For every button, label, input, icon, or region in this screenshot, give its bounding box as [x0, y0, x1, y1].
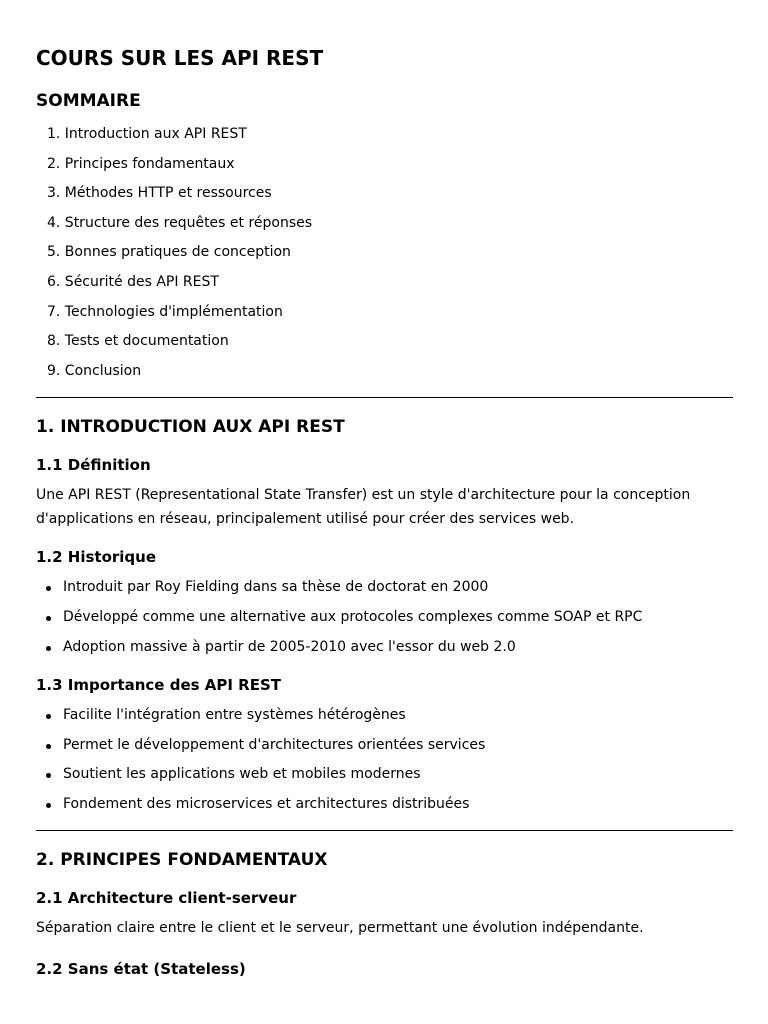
- list-item: Fondement des microservices et architectures distribuées: [36, 790, 733, 820]
- list-item: Facilite l'intégration entre systèmes hétérogènes: [36, 701, 733, 731]
- list-item: Adoption massive à partir de 2005-2010 avec l'essor du web 2.0: [36, 633, 733, 663]
- definition-text: Une API REST (Representational State Transfer) est un style d'architecture pour la conception d'applications en réseau, principalement utilisé pour créer des services web.: [36, 487, 691, 528]
- historique-list: [36, 573, 733, 662]
- sommaire-item: 1. Introduction aux API REST: [47, 126, 247, 142]
- client-serveur-text: Séparation claire entre le client et le serveur, permettant une évolution indépendante.: [36, 919, 644, 936]
- importance-list: [36, 701, 733, 819]
- list-item: Développé comme une alternative aux protocoles complexes comme SOAP et RPC: [36, 603, 733, 633]
- list-item: Permet le développement d'architectures orientées services: [36, 731, 733, 761]
- section-divider: [36, 397, 733, 398]
- sommaire-item: 5. Bonnes pratiques de conception: [47, 244, 291, 261]
- list-item: Soutient les applications web et mobiles modernes: [36, 760, 733, 790]
- historique-heading: 1.2 Historique: [36, 548, 157, 567]
- importance-heading: 1.3 Importance des API REST: [36, 676, 282, 695]
- sommaire-item: 9. Conclusion: [47, 362, 142, 379]
- sommaire-item: 3. Méthodes HTTP et ressources: [47, 185, 272, 202]
- sommaire-heading: SOMMAIRE: [36, 91, 141, 111]
- document-title: COURS SUR LES API REST: [36, 46, 324, 70]
- sommaire-item: 2. Principes fondamentaux: [47, 155, 235, 172]
- definition-heading: 1.1 Définition: [36, 456, 151, 475]
- sommaire-item: 8. Tests et documentation: [47, 333, 229, 350]
- document-page: [36, 44, 733, 980]
- section2-heading: 2. PRINCIPES FONDAMENTAUX: [36, 849, 328, 870]
- client-serveur-heading: 2.1 Architecture client-serveur: [36, 888, 297, 907]
- list-item: Introduit par Roy Fielding dans sa thèse de doctorat en 2000: [36, 573, 733, 603]
- sommaire-item: 4. Structure des requêtes et réponses: [47, 214, 313, 231]
- sommaire-list: [47, 120, 733, 386]
- section1-heading: 1. INTRODUCTION AUX API REST: [36, 417, 345, 438]
- sommaire-item: 7. Technologies d'implémentation: [47, 303, 283, 320]
- section-divider: [36, 830, 733, 831]
- sommaire-item: 6. Sécurité des API REST: [47, 273, 219, 290]
- stateless-heading: 2.2 Sans état (Stateless): [36, 959, 246, 978]
